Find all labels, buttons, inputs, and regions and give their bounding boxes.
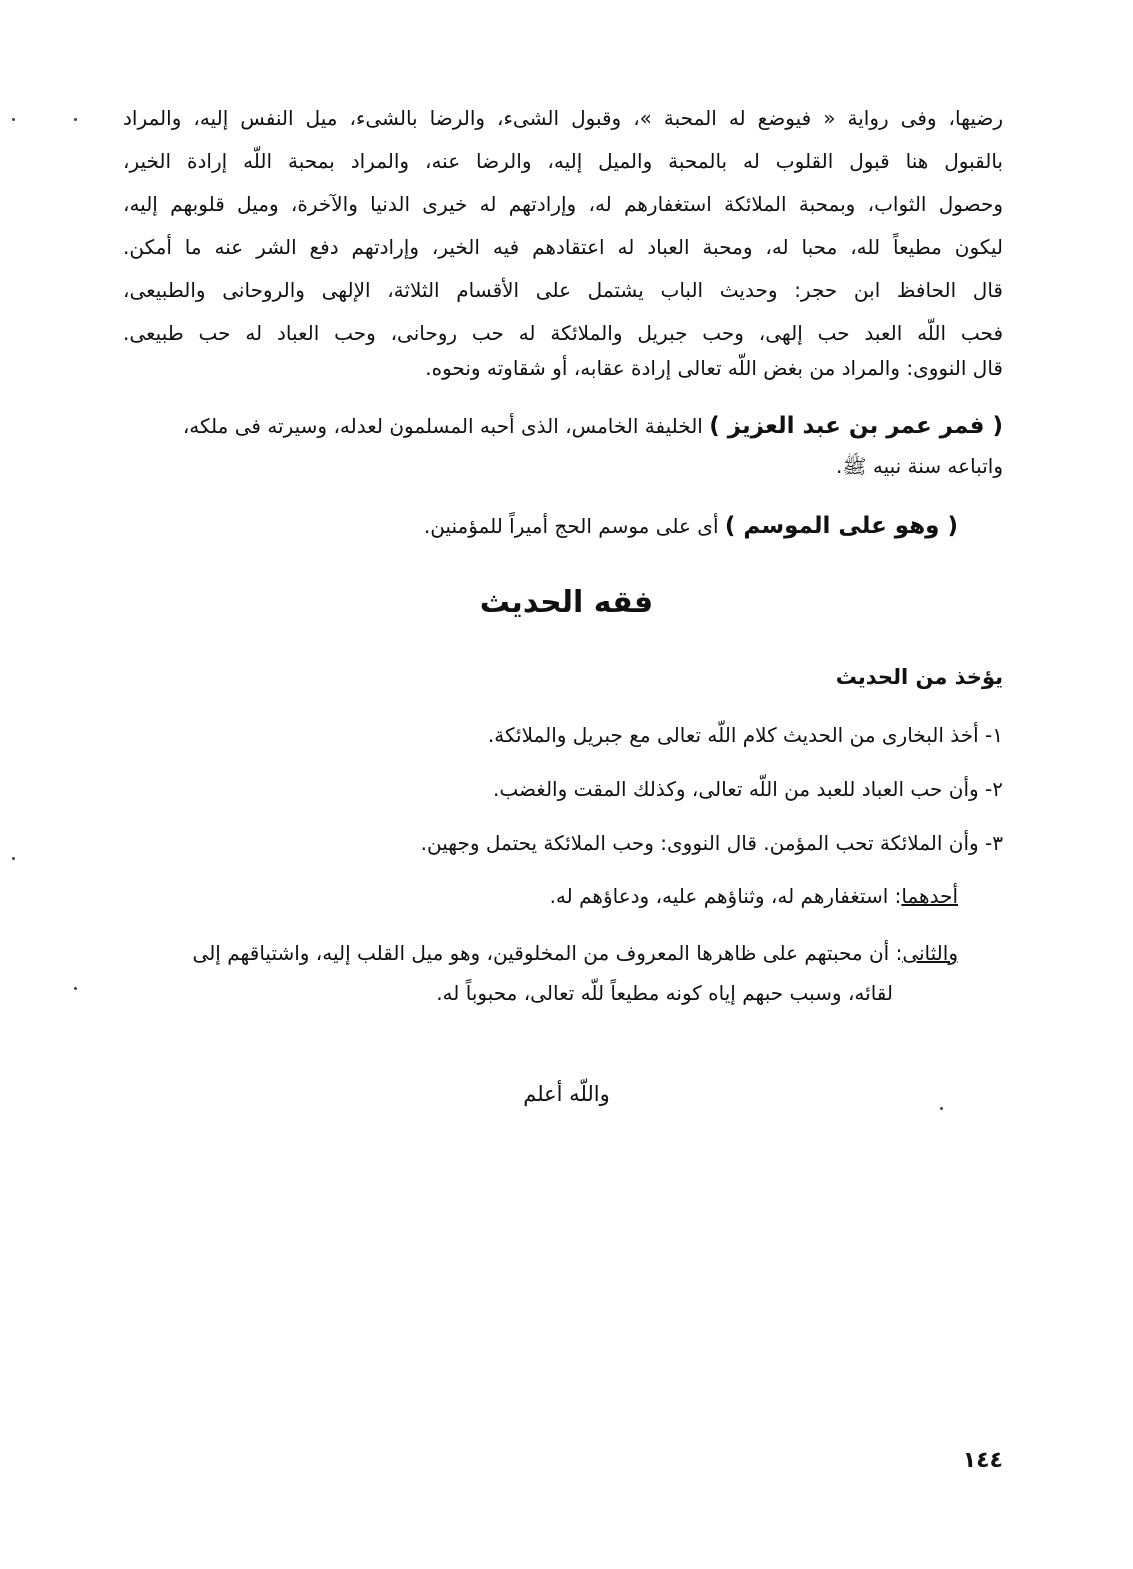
umar-description: الخليفة الخامس، الذى أحبه المسلمون لعدله، وسيرته فى ملكه، bbox=[182, 414, 710, 438]
scan-dot bbox=[74, 987, 77, 990]
body-line-3: وحصول الثواب، وبمحبة الملائكة استغفارهم له، وإرادتهم له خيرى الدنيا والآخرة، وميل قلوبهم إليه، bbox=[123, 192, 1003, 216]
scan-dot bbox=[12, 857, 15, 860]
body-line-7: قال النووى: والمراد من بغض اللّه تعالى إرادة عقابه، أو شقاوته ونحوه. bbox=[425, 356, 1003, 380]
second-aspect-label: والثانى bbox=[902, 941, 958, 965]
first-aspect-text: : استغفارهم له، وثناؤهم عليه، ودعاؤهم له. bbox=[549, 884, 902, 908]
closing-phrase: واللّه أعلم bbox=[523, 1082, 610, 1106]
second-aspect-line-2: لقائه، وسبب حبهم إياه كونه مطيعاً للّه تعالى، محبوباً له. bbox=[436, 981, 893, 1005]
body-line-6: فحب اللّه العبد حب إلهى، وحب جبريل والملائكة له حب روحانى، وحب العباد له حب طبيعى. bbox=[123, 321, 1003, 345]
first-aspect-label: أحدهما bbox=[901, 884, 958, 908]
body-line-1: رضيها، وفى رواية « فيوضع له المحبة »، وقبول الشىء، والرضا بالشىء، ميل النفس إليه، والمراد bbox=[123, 106, 1003, 130]
mawsim-line bbox=[424, 508, 958, 544]
umar-line-2: واتباعه سنة نبيه ﷺ. bbox=[835, 454, 1003, 478]
mawsim-description: أى على موسم الحج أميراً للمؤمنين. bbox=[423, 514, 725, 538]
second-aspect-text: : أن محبتهم على ظاهرها المعروف من المخلوقين، وهو ميل القلب إليه، واشتياقهم إلى bbox=[192, 941, 903, 965]
umar-term: ( فمر عمر بن عبد العزيز ) bbox=[709, 413, 1003, 439]
page-number: ١٤٤ bbox=[962, 1448, 1003, 1473]
subheading: يؤخذ من الحديث bbox=[835, 665, 1003, 689]
point-1: ١- أخذ البخارى من الحديث كلام اللّه تعالى مع جبريل والملائكة. bbox=[487, 723, 1003, 747]
body-line-2: بالقبول هنا قبول القلوب له بالمحبة والميل إليه، والرضا عنه، والمراد بمحبة اللّه إرادة الخير، bbox=[123, 149, 1003, 173]
second-aspect-line-1 bbox=[193, 935, 958, 971]
umar-line-1 bbox=[183, 408, 1003, 444]
mawsim-term: ( وهو على الموسم ) bbox=[724, 513, 958, 539]
first-aspect bbox=[550, 878, 958, 914]
scan-dot bbox=[940, 1107, 943, 1110]
point-2: ٢- وأن حب العباد للعبد من اللّه تعالى، وكذلك المقت والغضب. bbox=[492, 777, 1003, 801]
scan-dot bbox=[74, 118, 77, 121]
scan-dot bbox=[12, 118, 15, 121]
body-line-4: ليكون مطيعاً لله، محبا له، ومحبة العباد له اعتقادهم فيه الخير، وإرادتهم دفع الشر عنه ما أمكن. bbox=[123, 235, 1003, 259]
body-line-5: قال الحافظ ابن حجر: وحديث الباب يشتمل على الأقسام الثلاثة، الإلهى والروحانى والطبيعى، bbox=[123, 278, 1003, 302]
section-heading: فقه الحديث bbox=[479, 585, 654, 620]
point-3: ٣- وأن الملائكة تحب المؤمن. قال النووى: وحب الملائكة يحتمل وجهين. bbox=[420, 831, 1003, 855]
